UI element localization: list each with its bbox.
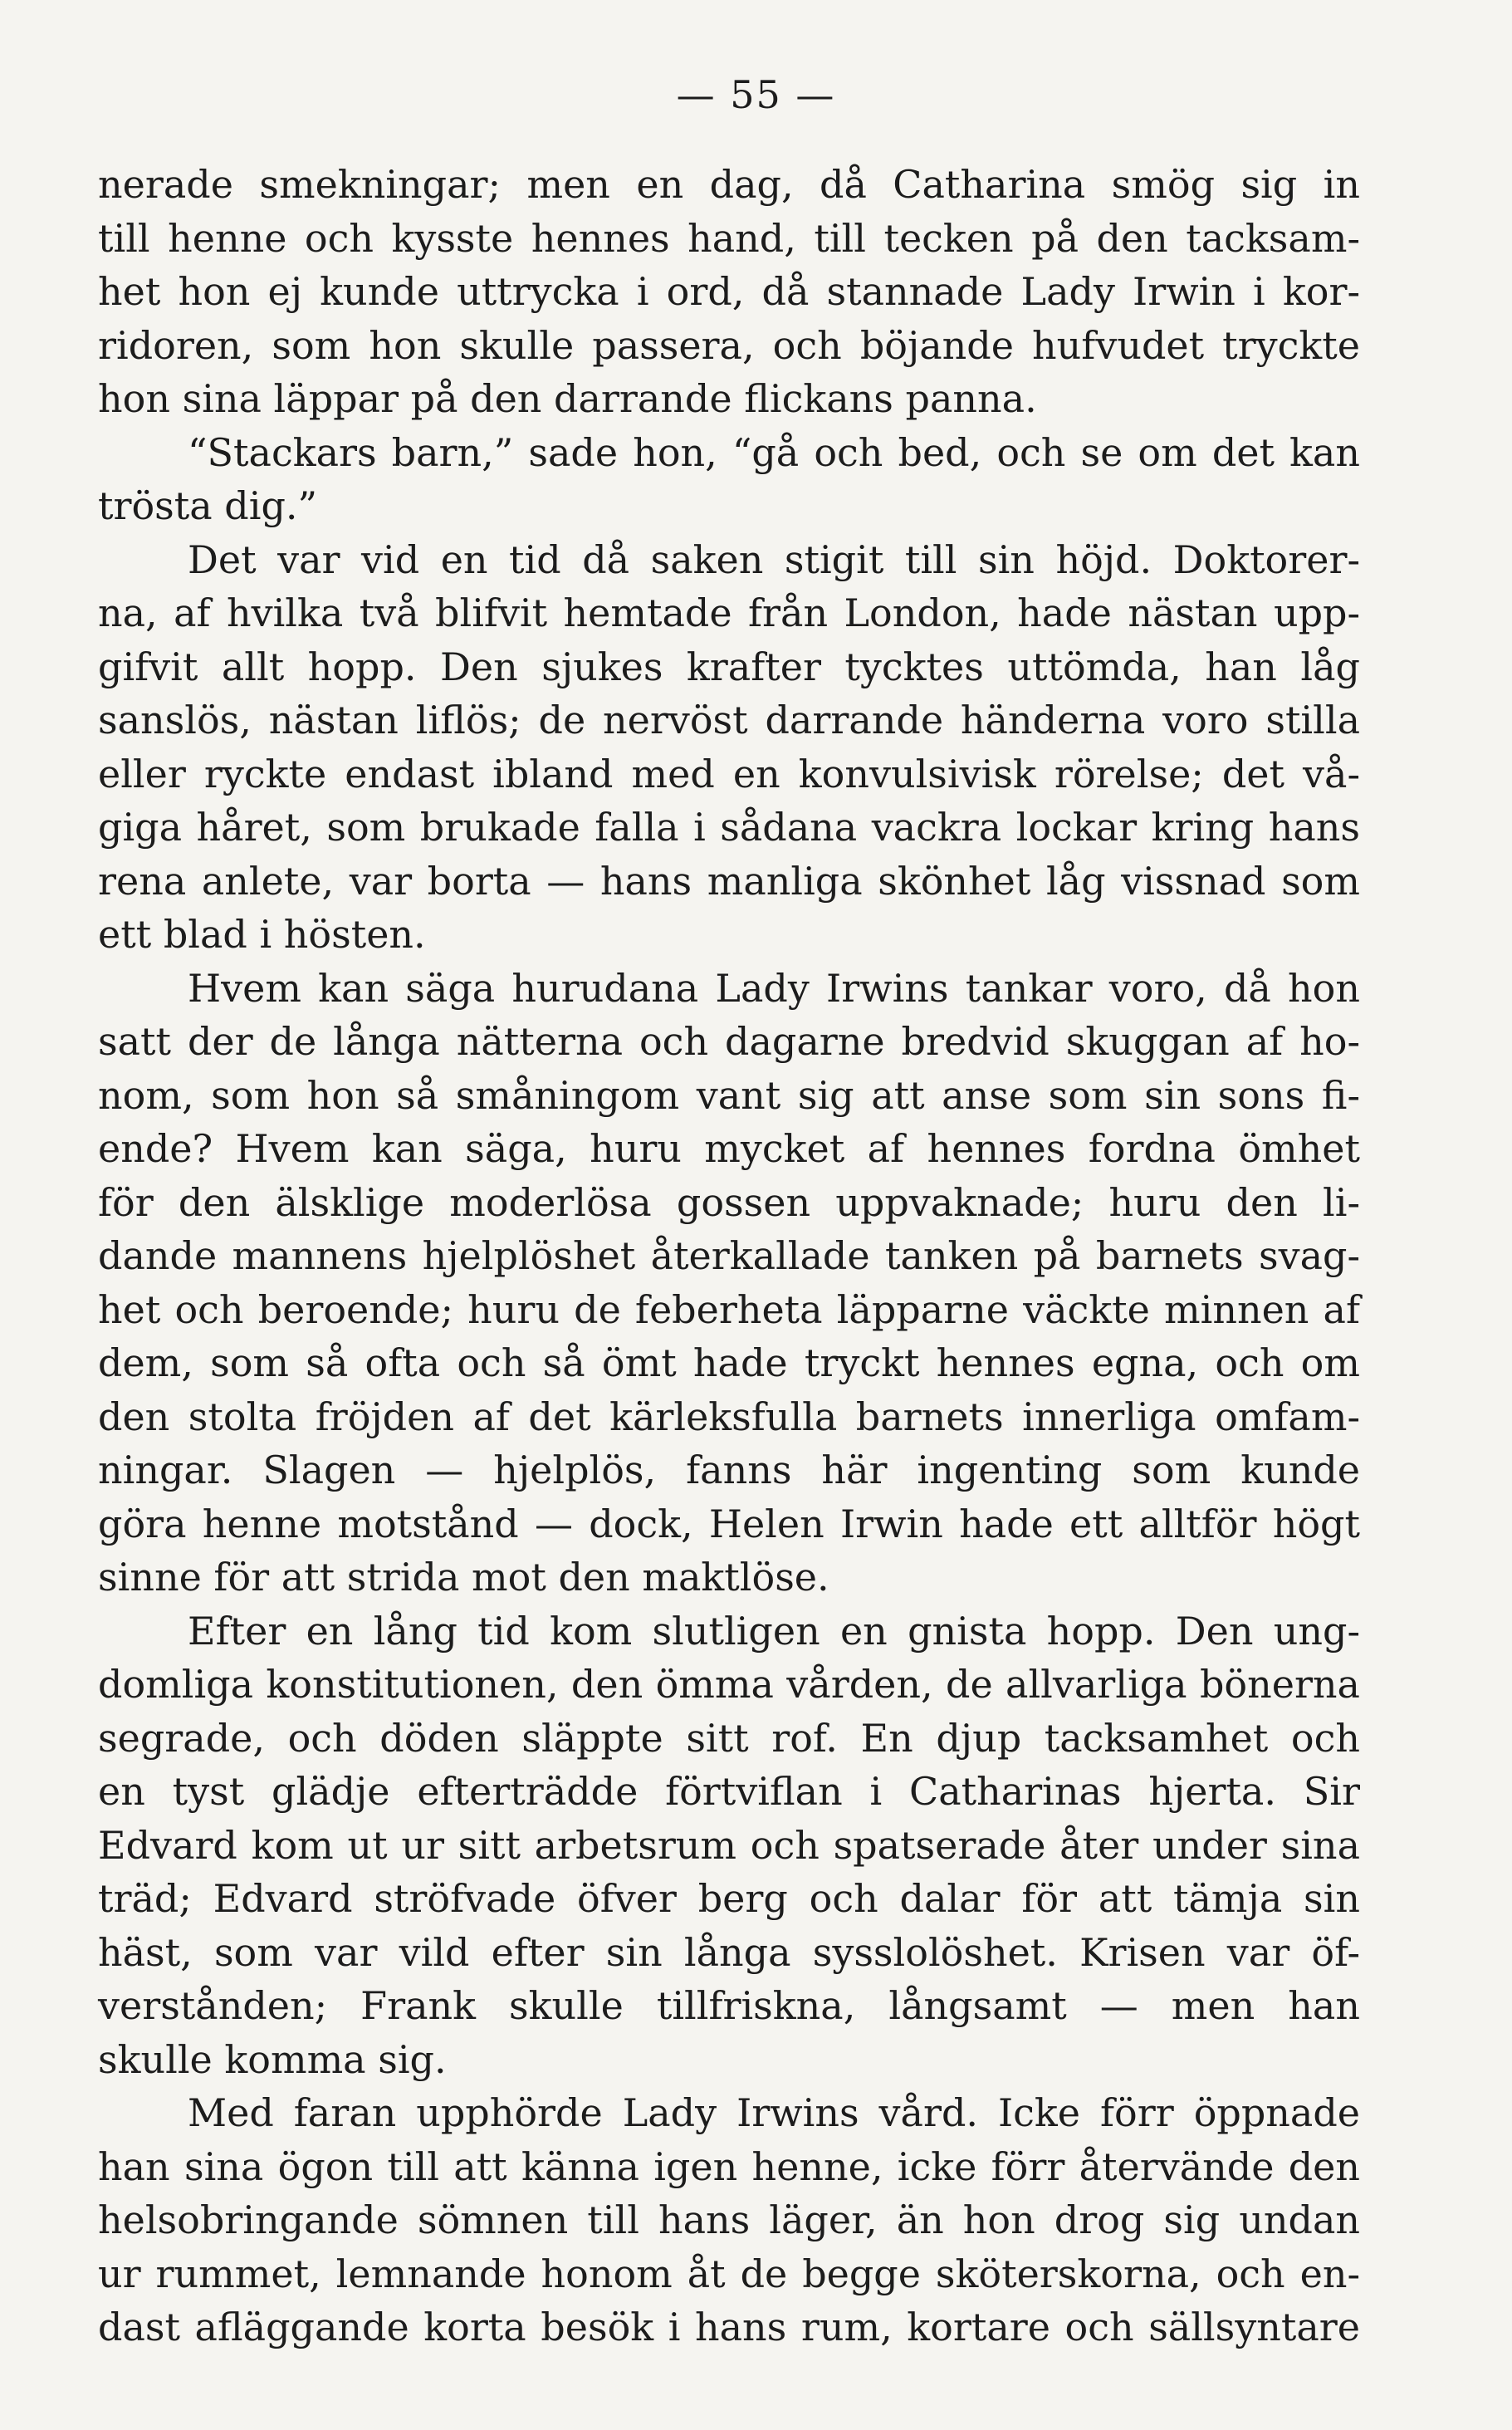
text-line: ningar. Slagen — hjelplös, fanns här ingenting som kunde [98, 1448, 1360, 1492]
text-line: Det var vid en tid då saken stigit till sin höjd. Doktorer- [188, 536, 1360, 582]
text-line: sinne för att strida mot den maktlöse. [98, 1555, 829, 1600]
text-line: nerade smekningar; men en dag, då Catharina smög sig in [98, 162, 1360, 207]
text-line: han sina ögon till att känna igen henne, icke förr återvände den [98, 2143, 1360, 2189]
text-line: Med faran upphörde Lady Irwins vård. Icke förr öppnade [188, 2090, 1360, 2135]
text-line: Edvard kom ut ur sitt arbetsrum och spatserade åter under sina [98, 1822, 1360, 1868]
text-line: nom, som hon så småningom vant sig att anse som sin sons fi- [98, 1072, 1360, 1118]
text-line: eller ryckte endast ibland med en konvulsivisk rörelse; det vå- [98, 751, 1360, 796]
text-line: dande mannens hjelplöshet återkallade tanken på barnets svag- [98, 1233, 1360, 1278]
body-text [98, 158, 1360, 2354]
text-line: gifvit allt hopp. Den sjukes krafter tycktes uttömda, han låg [98, 644, 1360, 689]
page-number: — 55 — [676, 72, 836, 117]
text-line: segrade, och döden släppte sitt rof. En djup tacksamhet och [98, 1715, 1360, 1761]
text-line: ur rummet, lemnande honom åt de begge sköterskorna, och en- [98, 2251, 1360, 2296]
text-line: häst, som var vild efter sin långa sysslolöshet. Krisen var öf- [98, 1929, 1360, 1975]
text-line: satt der de långa nätterna och dagarne bredvid skuggan af ho- [98, 1019, 1360, 1064]
text-line: rena anlete, var borta — hans manliga skönhet låg vissnad som [98, 858, 1360, 904]
text-line: ridoren, som hon skulle passera, och böjande hufvudet tryckte [98, 322, 1360, 368]
text-line: ett blad i hösten. [98, 912, 426, 957]
text-line: den stolta fröjden af det kärleksfulla barnets innerliga omfam- [98, 1394, 1360, 1439]
text-line: het och beroende; huru de feberheta läpparne väckte minnen af [98, 1286, 1360, 1332]
text-line: domliga konstitutionen, den ömma vården, de allvarliga bönerna [98, 1662, 1360, 1707]
text-line: göra henne motstånd — dock, Helen Irwin hade ett alltför högt [98, 1501, 1360, 1546]
text-line: en tyst glädje efterträdde förtviflan i Catharinas hjerta. Sir [98, 1769, 1360, 1814]
text-line: na, af hvilka två blifvit hemtade från London, hade nästan upp- [98, 590, 1360, 635]
text-line: hon sina läppar på den darrande flickans panna. [98, 376, 1037, 421]
text-line: verstånden; Frank skulle tillfriskna, långsamt — men han [98, 1983, 1360, 2028]
text-line: Hvem kan säga hurudana Lady Irwins tankar voro, då hon [188, 965, 1360, 1011]
text-line: helsobringande sömnen till hans läger, än hon drog sig undan [98, 2197, 1360, 2242]
text-line: “Stackars barn,” sade hon, “gå och bed, och se om det kan [188, 429, 1360, 475]
text-line: trösta dig.” [98, 483, 318, 528]
text-line: giga håret, som brukade falla i sådana vackra lockar kring hans [98, 805, 1360, 850]
text-line: träd; Edvard ströfvade öfver berg och dalar för att tämja sin [98, 1876, 1360, 1921]
text-line: het hon ej kunde uttrycka i ord, då stannade Lady Irwin i kor- [98, 269, 1360, 314]
text-line: sanslös, nästan liflös; de nervöst darrande händerna voro stilla [98, 698, 1360, 742]
text-line: skulle komma sig. [98, 2036, 447, 2082]
text-line: till henne och kysste hennes hand, till tecken på den tacksam- [98, 215, 1360, 261]
text-line: för den älsklige moderlösa gossen uppvaknade; huru den li- [98, 1179, 1360, 1225]
text-line: ende? Hvem kan säga, huru mycket af hennes fordna ömhet [98, 1126, 1360, 1171]
text-line: dast afläggande korta besök i hans rum, kortare och sällsyntare [98, 2305, 1360, 2349]
text-line: dem, som så ofta och så ömt hade tryckt hennes egna, och om [98, 1340, 1360, 1385]
text-line: Efter en lång tid kom slutligen en gnista hopp. Den ung- [188, 1608, 1360, 1653]
